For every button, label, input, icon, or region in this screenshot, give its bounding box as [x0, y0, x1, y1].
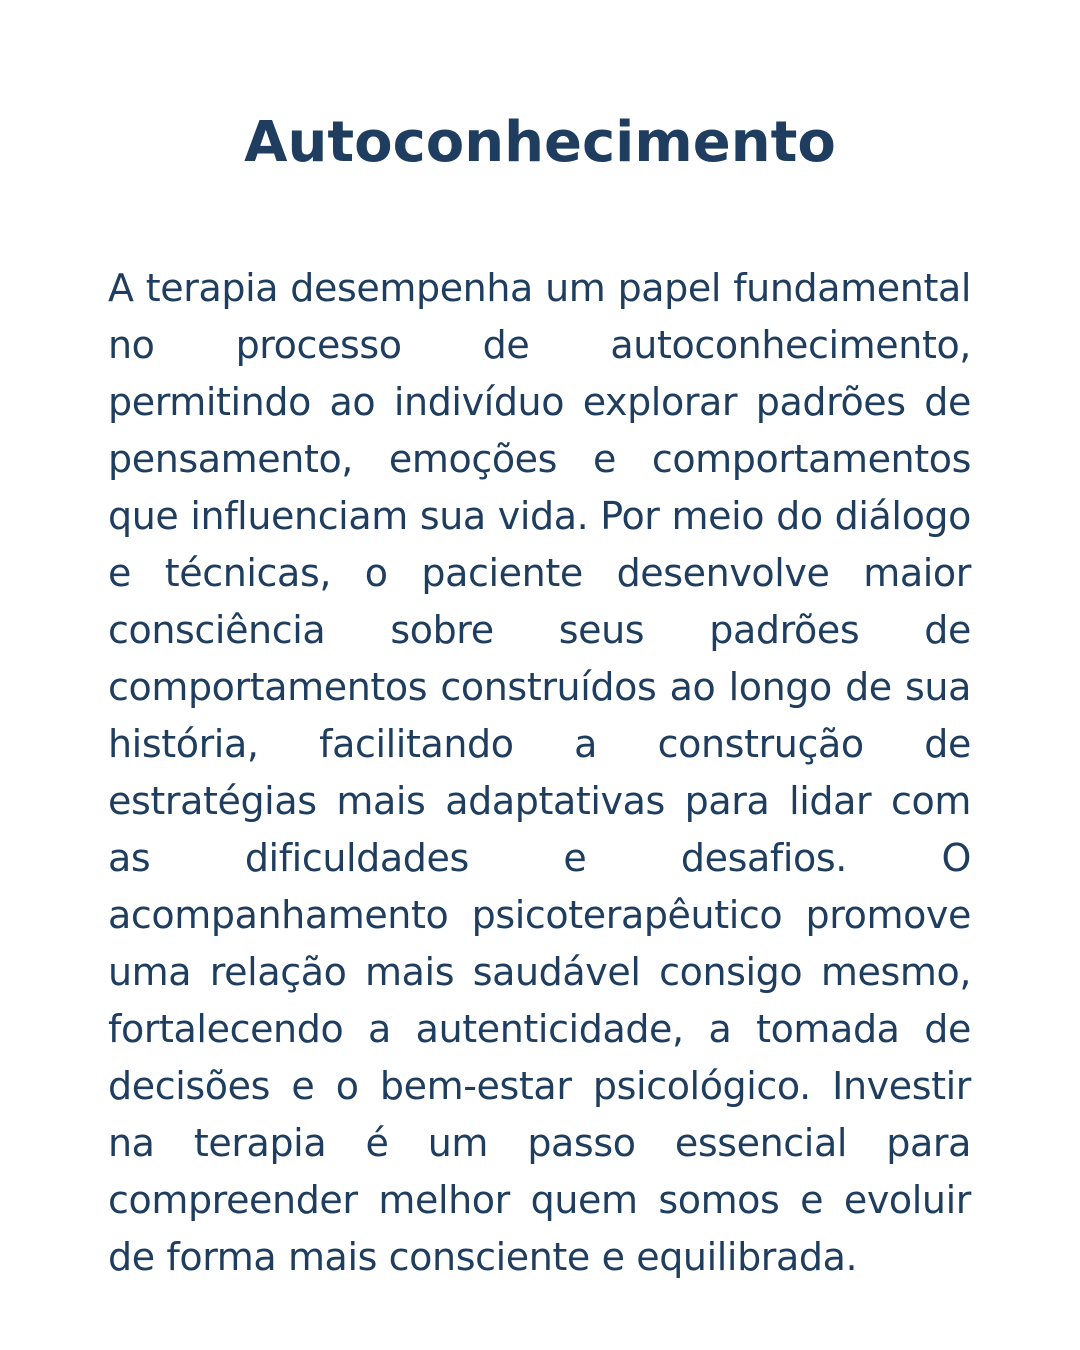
- page-title: Autoconhecimento: [244, 110, 836, 175]
- body-paragraph: A terapia desempenha um papel fundamental no processo de autoconhecimento, permitindo ao indivíduo explorar padrões de pensamento, emoções e comportamentos que influenciam sua vida. Por meio do diálogo e técnicas, o paciente desenvolve maior consciência sobre seus padrões de comportamentos construídos ao longo de sua história, facilitando a construção de estratégias mais adaptativas para lidar com as dificuldades e desafios. O acompanhamento psicoterapêutico promove uma relação mais saudável consigo mesmo, fortalecendo a autenticidade, a tomada de decisões e o bem-estar psicológico. Investir na terapia é um passo essencial para compreender melhor quem somos e evoluir de forma mais consciente e equilibrada.: [108, 266, 971, 1279]
